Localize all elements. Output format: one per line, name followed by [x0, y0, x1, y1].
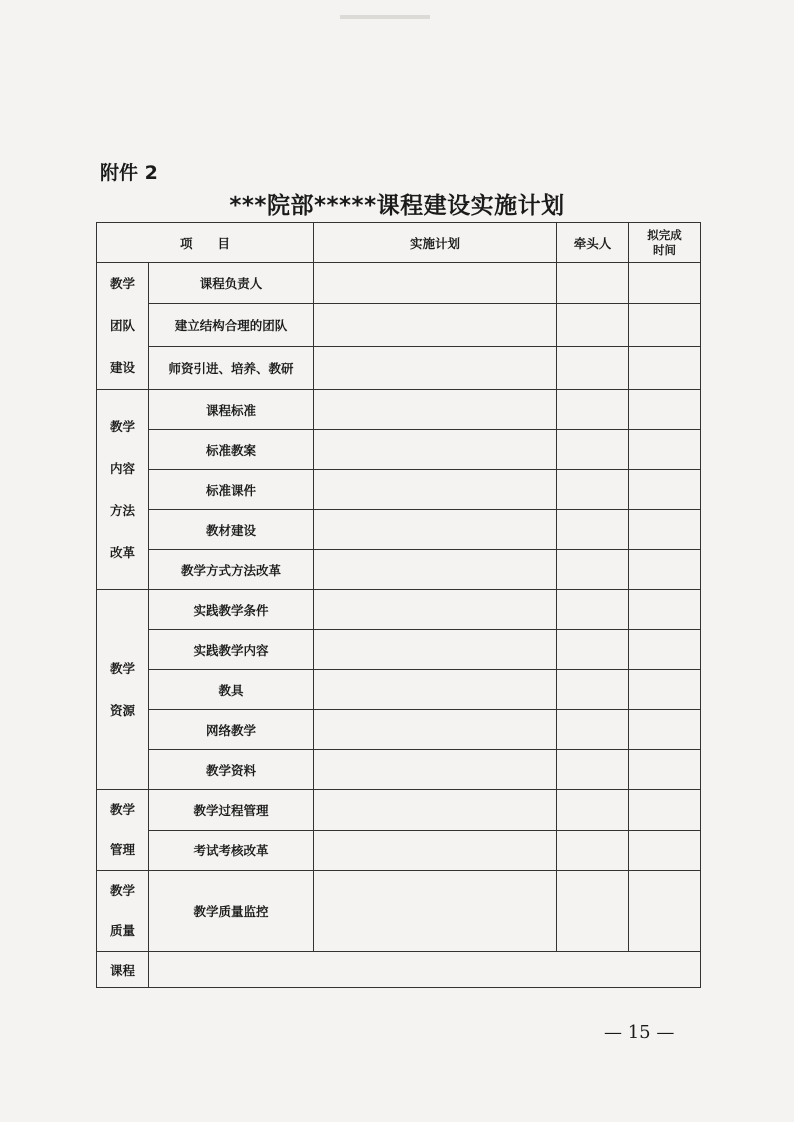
deadline-cell	[629, 590, 701, 630]
plan-table	[96, 222, 701, 988]
deadline-cell	[629, 790, 701, 831]
lead-cell	[557, 263, 629, 304]
plan-cell	[314, 630, 557, 670]
plan-cell	[314, 303, 557, 346]
header-lead: 牵头人	[557, 223, 629, 263]
deadline-cell	[629, 303, 701, 346]
lead-cell	[557, 510, 629, 550]
table-row	[97, 470, 701, 510]
table-row	[97, 710, 701, 750]
table-row	[97, 952, 701, 988]
last-row-label: 课程	[97, 952, 149, 988]
category-line: 教学	[109, 276, 135, 291]
item-label: 标准教案	[149, 430, 314, 470]
category-line: 内容	[109, 460, 135, 476]
item-label: 课程负责人	[149, 263, 314, 304]
deadline-cell	[629, 510, 701, 550]
item-label: 教学方式方法改革	[149, 550, 314, 590]
plan-cell	[314, 470, 557, 510]
deadline-cell	[629, 830, 701, 871]
deadline-cell	[629, 550, 701, 590]
category-line: 管理	[109, 842, 135, 857]
lead-cell	[557, 630, 629, 670]
header-deadline-text: 拟完成时间	[647, 227, 682, 257]
category-cell	[97, 390, 149, 590]
category-line: 教学	[109, 418, 135, 434]
deadline-cell	[629, 871, 701, 952]
category-line: 教学	[109, 883, 135, 898]
category-line: 教学	[109, 660, 135, 676]
category-line: 资源	[109, 702, 135, 718]
table-row	[97, 510, 701, 550]
attachment-label: 附件 2	[100, 162, 158, 184]
header-item: 项 目	[97, 223, 314, 263]
table-row	[97, 346, 701, 389]
item-label: 考试考核改革	[149, 830, 314, 871]
item-label: 建立结构合理的团队	[149, 303, 314, 346]
lead-cell	[557, 670, 629, 710]
category-line: 团队	[109, 318, 135, 333]
lead-cell	[557, 303, 629, 346]
plan-cell	[314, 590, 557, 630]
lead-cell	[557, 590, 629, 630]
table-row	[97, 263, 701, 304]
table-row	[97, 871, 701, 952]
header-deadline	[629, 223, 701, 263]
deadline-cell	[629, 346, 701, 389]
plan-cell	[314, 550, 557, 590]
table-row	[97, 790, 701, 831]
plan-cell	[314, 790, 557, 831]
deadline-cell	[629, 390, 701, 430]
category-cell	[97, 590, 149, 790]
category-line: 质量	[109, 923, 135, 938]
page-number: — 15 —	[604, 1022, 675, 1043]
deadline-cell	[629, 263, 701, 304]
deadline-cell	[629, 670, 701, 710]
plan-cell	[314, 263, 557, 304]
item-label: 师资引进、培养、教研	[149, 346, 314, 389]
table-row	[97, 630, 701, 670]
table-row	[97, 830, 701, 871]
item-label: 网络教学	[149, 710, 314, 750]
item-label: 课程标准	[149, 390, 314, 430]
item-label: 教学质量监控	[149, 871, 314, 952]
plan-cell	[314, 510, 557, 550]
deadline-cell	[629, 630, 701, 670]
document-title: ***院部*****课程建设实施计划	[229, 193, 565, 219]
plan-cell	[314, 430, 557, 470]
item-label: 教材建设	[149, 510, 314, 550]
lead-cell	[557, 550, 629, 590]
category-cell	[97, 871, 149, 952]
item-label: 实践教学条件	[149, 590, 314, 630]
item-label: 教学过程管理	[149, 790, 314, 831]
plan-cell	[314, 871, 557, 952]
lead-cell	[557, 430, 629, 470]
lead-cell	[557, 871, 629, 952]
table-row	[97, 670, 701, 710]
lead-cell	[557, 790, 629, 831]
plan-cell	[314, 670, 557, 710]
lead-cell	[557, 750, 629, 790]
table-row	[97, 390, 701, 430]
category-line: 建设	[109, 360, 135, 375]
deadline-cell	[629, 470, 701, 510]
table-row	[97, 750, 701, 790]
item-label: 教具	[149, 670, 314, 710]
plan-cell	[314, 346, 557, 389]
category-line: 教学	[109, 802, 135, 817]
plan-cell	[314, 710, 557, 750]
item-label: 实践教学内容	[149, 630, 314, 670]
lead-cell	[557, 346, 629, 389]
lead-cell	[557, 470, 629, 510]
deadline-cell	[629, 710, 701, 750]
deadline-cell	[629, 430, 701, 470]
header-plan: 实施计划	[314, 223, 557, 263]
table-header-row	[97, 223, 701, 263]
deadline-cell	[629, 750, 701, 790]
table-row	[97, 550, 701, 590]
category-line: 方法	[109, 502, 135, 518]
table-row	[97, 303, 701, 346]
category-cell	[97, 263, 149, 390]
lead-cell	[557, 830, 629, 871]
plan-cell	[314, 390, 557, 430]
table-row	[97, 590, 701, 630]
plan-cell	[314, 830, 557, 871]
last-row-content	[149, 952, 701, 988]
lead-cell	[557, 710, 629, 750]
category-line: 改革	[109, 544, 135, 560]
table-row	[97, 430, 701, 470]
item-label: 标准课件	[149, 470, 314, 510]
plan-cell	[314, 750, 557, 790]
category-cell	[97, 790, 149, 871]
scan-smudge	[340, 15, 430, 19]
item-label: 教学资料	[149, 750, 314, 790]
lead-cell	[557, 390, 629, 430]
